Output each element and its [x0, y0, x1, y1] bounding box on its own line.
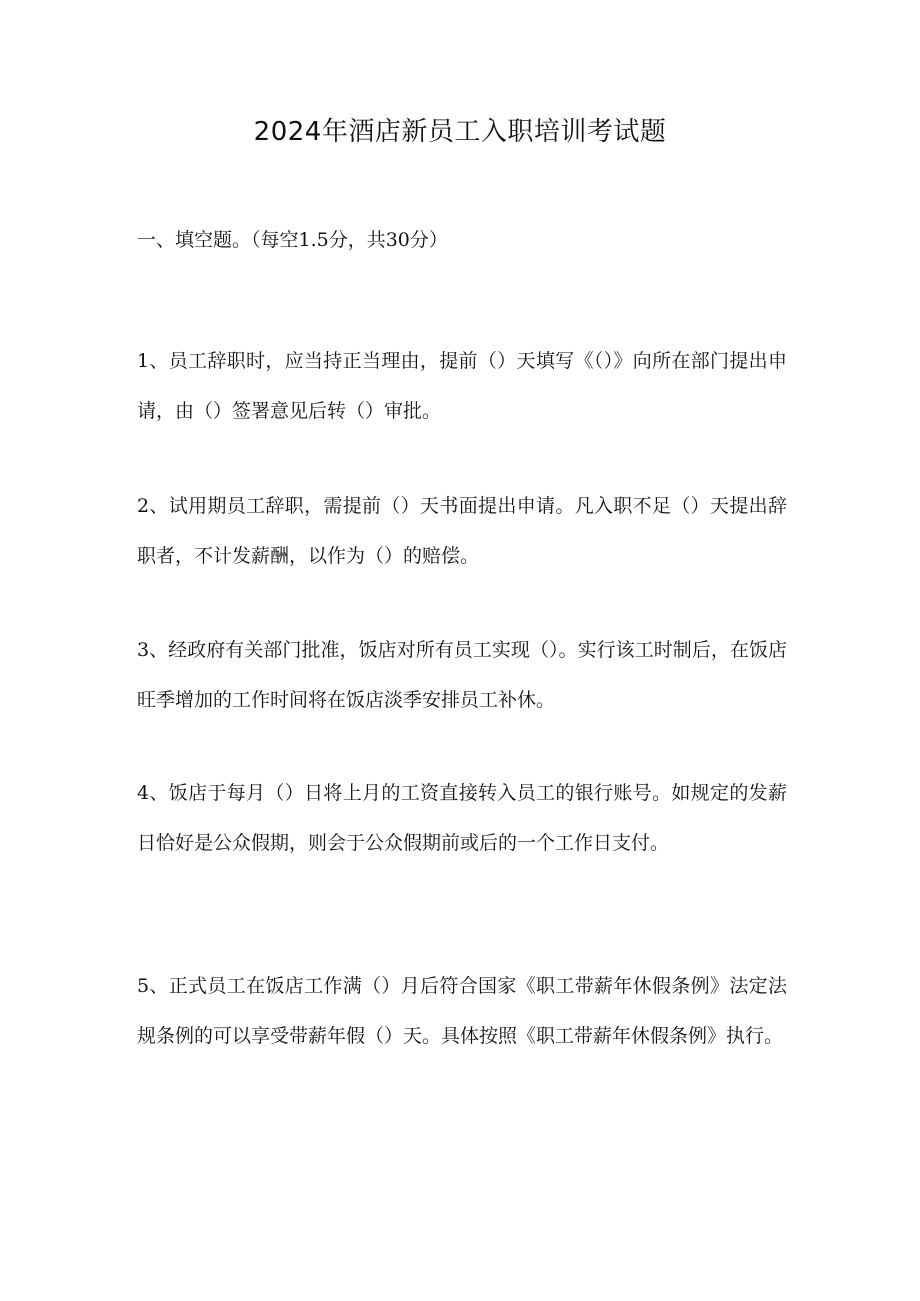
question-2: 2、试用期员工辞职，需提前（）天书面提出申请。凡入职不足（）天提出辞职者，不计发薪酬，以作为（）的赔偿。 — [137, 495, 787, 567]
question-1: 1、员工辞职时，应当持正当理由，提前（）天填写《（）》向所在部门提出申请，由（）签署意见后转（）审批。 — [137, 350, 787, 422]
question-3: 3、经政府有关部门批准，饭店对所有员工实现（）。实行该工时制后，在饭店旺季增加的工作时间将在饭店淡季安排员工补休。 — [137, 639, 787, 711]
section-heading: 一、填空题。（每空1.5分，共30分） — [137, 229, 448, 251]
question-4: 4、饭店于每月（）日将上月的工资直接转入员工的银行账号。如规定的发薪日恰好是公众假期，则会于公众假期前或后的一个工作日支付。 — [137, 782, 787, 854]
question-5: 5、正式员工在饭店工作满（）月后符合国家《职工带薪年休假条例》法定法规条例的可以享受带薪年假（）天。具体按照《职工带薪年休假条例》执行。 — [137, 975, 787, 1047]
document-title: 2024年酒店新员工入职培训考试题 — [253, 117, 667, 147]
